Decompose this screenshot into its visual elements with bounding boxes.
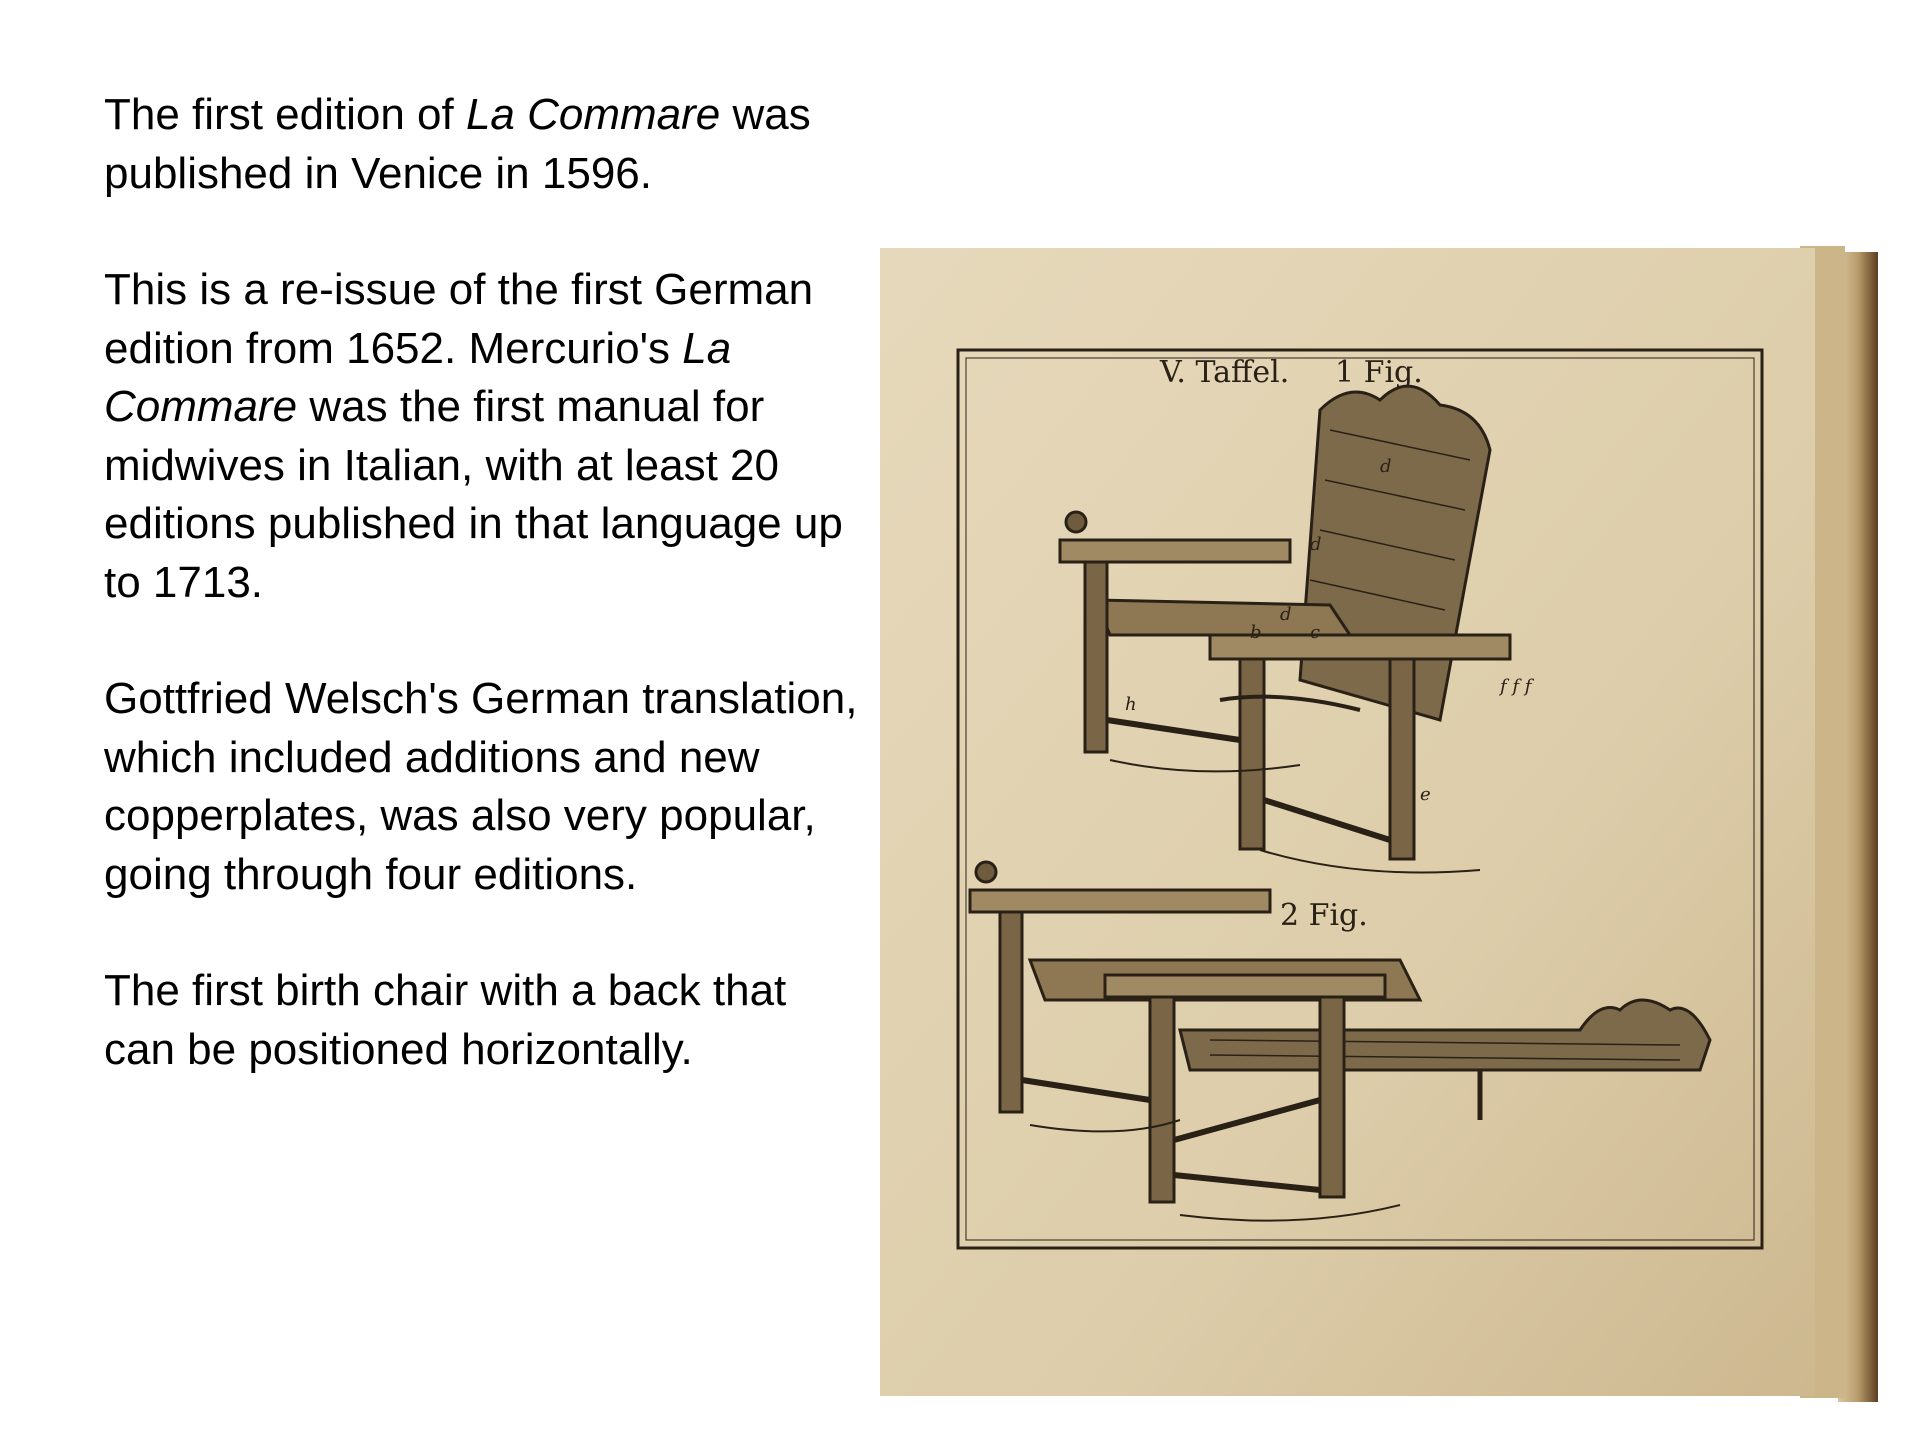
paragraph-text: The first edition of [104, 90, 466, 139]
plate-reference-letter: h [1125, 694, 1137, 715]
plate-reference-letter: d [1310, 534, 1322, 555]
paragraph-text: was the first manual for midwives in Italian, with at least 20 editions published in that language up to 1713. [104, 382, 843, 607]
book-title-italic: La Commare [104, 323, 732, 431]
paragraph-text: This is a re-issue of the first German edition from 1652. Mercurio's [104, 265, 814, 373]
fig2-label: 2 Fig. [1280, 898, 1368, 933]
paragraph-2 [104, 261, 864, 612]
plate-reference-letter: f f f [1500, 676, 1532, 697]
paragraph-4 [104, 962, 864, 1079]
paragraph-text: was published in Venice in 1596. [104, 90, 811, 198]
plate-reference-letter: b [1250, 622, 1262, 643]
paragraph-text: The first birth chair with a back that can be positioned horizontally. [104, 966, 787, 1074]
text-column [104, 86, 864, 1137]
paragraph-text: Gottfried Welsch's German translation, which included additions and new copperplates, was also very popular, going through four editions. [104, 674, 858, 899]
plate-reference-letter: d [1280, 604, 1292, 625]
plate-reference-letter: e [1420, 784, 1431, 805]
plate-reference-letter: c [1310, 622, 1321, 643]
plate-caption: V. Taffel. [1160, 355, 1290, 390]
book-title-italic: La Commare [465, 90, 721, 139]
paragraph-3 [104, 670, 864, 904]
book-plate-image [880, 240, 1900, 1410]
fig1-label: 1 Fig. [1335, 355, 1423, 390]
paragraph-1 [104, 86, 864, 203]
plate-reference-letter: d [1380, 456, 1392, 477]
